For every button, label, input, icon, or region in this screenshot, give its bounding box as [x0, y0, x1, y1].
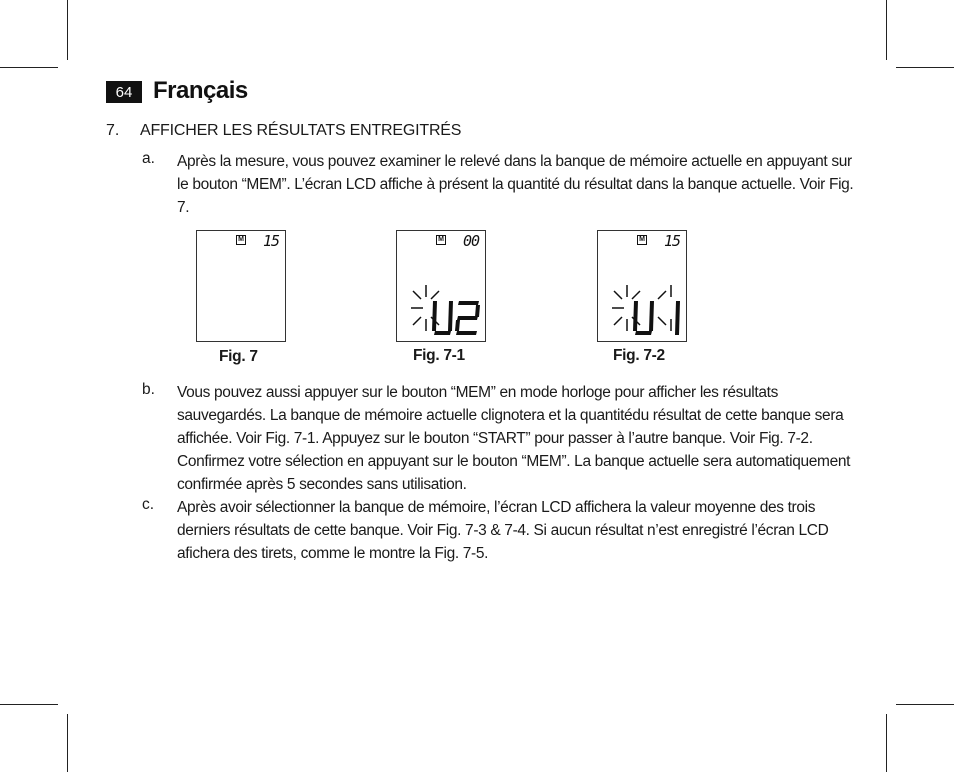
item-text-a: Après la mesure, vous pouvez examiner le relevé dans la banque de mémoire actuelle en appuyant sur le bouton “MEM”. L’écran LCD affiche à présent la quantité du résultat dans la banque actuelle. Voir Fig. 7.: [177, 153, 854, 216]
item-text-b: Vous pouvez aussi appuyer sur le bouton “MEM” en mode horloge pour afficher les résultats sauvegardés. La banque de mémoire actuelle clignotera et la quantitédu résultat de cette banque sera affichée. Voir Fig. 7-1. Appuyez sur le bouton “START” pour passer à l’autre banque. Voir Fig. 7-2. Confirmez votre sélection en appuyant sur le bouton “MEM”. La banque actuelle sera automatiquement confirmée après 5 secondes sans utilisation.: [177, 384, 851, 493]
section-title: AFFICHER LES RÉSULTATS ENTREGITRÉS: [140, 122, 462, 139]
lcd-figure-7-1: [396, 230, 486, 342]
item-text-c: Après avoir sélectionner la banque de mémoire, l’écran LCD affichera la valeur moyenne des trois derniers résultats de cette banque. Voir Fig. 7-3 & 7-4. Si aucun résultat n’est enregistré l’écran LCD afichera des tirets, comme le montre la Fig. 7-5.: [177, 499, 829, 562]
crop-mark-bottom-right-vertical: [886, 714, 887, 772]
crop-mark-bottom-right-horizontal: [896, 704, 954, 705]
lcd-figure-7-2: [597, 230, 687, 342]
memory-icon: M: [236, 235, 246, 245]
user-u1-blinking-icon: [598, 231, 688, 343]
user-u2-blinking-icon: [397, 231, 487, 343]
page-number: 64: [106, 81, 142, 103]
lcd-count: 15: [663, 232, 680, 250]
crop-mark-top-left-vertical: [67, 0, 68, 60]
item-letter-a: a.: [142, 150, 155, 167]
item-letter-b: b.: [142, 381, 155, 398]
crop-mark-bottom-left-horizontal: [0, 704, 58, 705]
crop-mark-bottom-left-vertical: [67, 714, 68, 772]
figure-label-7-1: Fig. 7-1: [413, 347, 465, 364]
section-number: 7.: [106, 122, 120, 139]
crop-mark-top-right-vertical: [886, 0, 887, 60]
figure-label-7-2: Fig. 7-2: [613, 347, 665, 364]
figure-label-7: Fig. 7: [219, 348, 258, 365]
item-letter-c: c.: [142, 496, 155, 513]
lcd-count: 15: [262, 232, 279, 250]
lcd-count: 00: [462, 232, 479, 250]
page-language-title: Français: [153, 77, 248, 104]
memory-icon: M: [436, 235, 446, 245]
lcd-figure-7: [196, 230, 286, 342]
crop-mark-top-left-horizontal: [0, 67, 58, 68]
crop-mark-top-right-horizontal: [896, 67, 954, 68]
memory-icon: M: [637, 235, 647, 245]
